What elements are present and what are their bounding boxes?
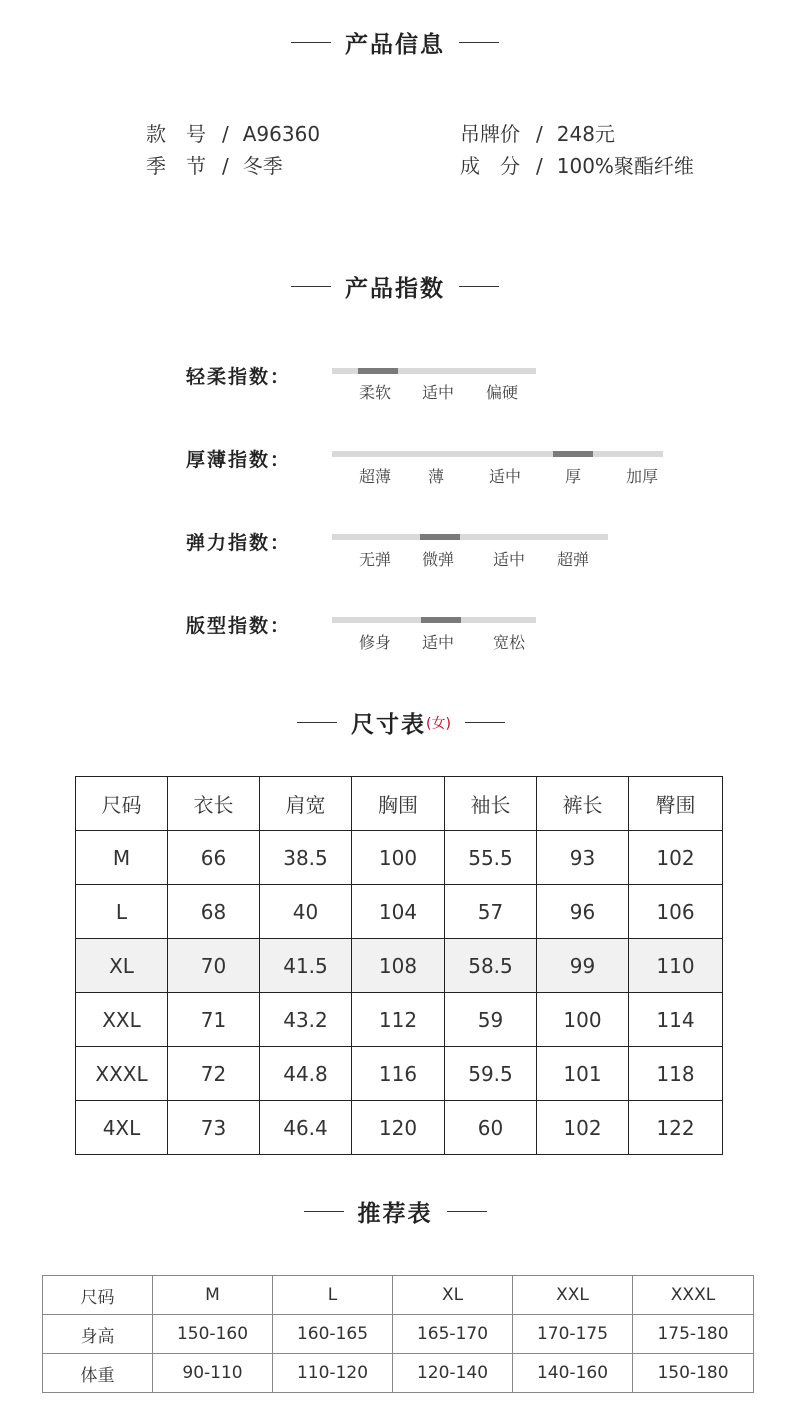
table-cell: 70: [168, 939, 260, 993]
table-header-cell: XXL: [513, 1276, 633, 1315]
table-cell: 140-160: [513, 1354, 633, 1393]
table-cell: 116: [352, 1047, 445, 1101]
title-line-right: [465, 722, 505, 723]
info-composition: [460, 150, 694, 179]
info-label: 吊牌价: [460, 122, 520, 146]
info-value: 100%聚酯纤维: [556, 154, 694, 178]
table-cell: 112: [352, 993, 445, 1047]
size-table: [75, 776, 723, 1155]
index-option: 超薄: [358, 467, 392, 486]
section-title-size-chart: [6, 706, 790, 739]
index-option: 薄: [427, 467, 445, 486]
index-bar-fit: [332, 617, 536, 623]
table-header-cell: 胸围: [352, 777, 445, 831]
index-bar-softness: [332, 368, 536, 374]
index-option: 加厚: [625, 467, 659, 486]
table-cell: 43.2: [260, 993, 352, 1047]
index-bar-thickness: [332, 451, 663, 457]
section-title-text: 推荐表: [357, 1201, 433, 1227]
index-option: 偏硬: [485, 383, 519, 402]
info-label: 款 号: [146, 122, 206, 146]
table-cell: 72: [168, 1047, 260, 1101]
table-row: [43, 1315, 754, 1354]
table-cell: 150-160: [153, 1315, 273, 1354]
info-separator: /: [222, 154, 229, 178]
table-header-cell: XL: [393, 1276, 513, 1315]
index-option: 无弹: [358, 550, 392, 569]
table-header-cell: 袖长: [445, 777, 537, 831]
table-cell: 102: [537, 1101, 629, 1155]
table-header-cell: 衣长: [168, 777, 260, 831]
table-cell: 体重: [43, 1354, 153, 1393]
table-cell: 100: [537, 993, 629, 1047]
table-cell: 90-110: [153, 1354, 273, 1393]
section-title-product-index: [0, 270, 790, 303]
index-bar-elasticity: [332, 534, 608, 540]
table-header-row: [43, 1276, 754, 1315]
table-cell: 100: [352, 831, 445, 885]
table-cell: 55.5: [445, 831, 537, 885]
info-separator: /: [536, 154, 543, 178]
section-title-text: 产品指数: [345, 276, 445, 302]
info-label: 季 节: [146, 154, 206, 178]
title-line-right: [459, 286, 499, 287]
table-row: [76, 831, 723, 885]
info-label: 成 分: [460, 154, 520, 178]
section-title-subtext: (女): [426, 715, 451, 732]
index-selected-marker: [420, 534, 460, 540]
table-cell: XL: [76, 939, 168, 993]
index-label-thickness: 厚薄指数：: [186, 449, 292, 471]
title-line-left: [304, 1211, 344, 1212]
table-cell: M: [76, 831, 168, 885]
table-header-cell: 尺码: [76, 777, 168, 831]
index-option: 厚: [564, 467, 582, 486]
table-cell: 身高: [43, 1315, 153, 1354]
table-cell: 96: [537, 885, 629, 939]
index-option: 微弹: [421, 550, 455, 569]
index-label-elasticity: 弹力指数：: [186, 532, 292, 554]
table-cell: 170-175: [513, 1315, 633, 1354]
index-option: 适中: [492, 550, 526, 569]
info-season: [146, 150, 283, 179]
index-option: 适中: [488, 467, 522, 486]
table-cell: 73: [168, 1101, 260, 1155]
table-cell: 118: [629, 1047, 723, 1101]
info-style-number: [146, 118, 320, 147]
table-cell: 102: [629, 831, 723, 885]
table-row: [76, 993, 723, 1047]
index-option: 柔软: [358, 383, 392, 402]
index-label-softness: 轻柔指数：: [186, 366, 292, 388]
table-cell: 175-180: [633, 1315, 754, 1354]
table-row: [76, 1101, 723, 1155]
section-title-text: 产品信息: [345, 32, 445, 58]
table-header-cell: L: [273, 1276, 393, 1315]
title-line-right: [459, 42, 499, 43]
table-cell: 68: [168, 885, 260, 939]
table-header-cell: 裤长: [537, 777, 629, 831]
table-cell: 120-140: [393, 1354, 513, 1393]
section-title-product-info: [0, 26, 790, 59]
table-cell: 110-120: [273, 1354, 393, 1393]
table-cell: XXXL: [76, 1047, 168, 1101]
table-cell: 44.8: [260, 1047, 352, 1101]
title-line-left: [297, 722, 337, 723]
table-row: [76, 885, 723, 939]
table-cell: 66: [168, 831, 260, 885]
table-header-cell: 尺码: [43, 1276, 153, 1315]
table-cell: 120: [352, 1101, 445, 1155]
table-cell: 160-165: [273, 1315, 393, 1354]
table-cell: 41.5: [260, 939, 352, 993]
table-cell: L: [76, 885, 168, 939]
index-selected-marker: [553, 451, 593, 457]
index-label-fit: 版型指数：: [186, 615, 292, 637]
index-option: 适中: [421, 383, 455, 402]
table-cell: 38.5: [260, 831, 352, 885]
info-value: A96360: [242, 122, 321, 146]
table-cell: 59: [445, 993, 537, 1047]
table-cell: 108: [352, 939, 445, 993]
table-cell: 60: [445, 1101, 537, 1155]
title-line-right: [447, 1211, 487, 1212]
index-selected-marker: [358, 368, 398, 374]
table-cell: 71: [168, 993, 260, 1047]
table-header-row: [76, 777, 723, 831]
table-cell: 58.5: [445, 939, 537, 993]
table-header-cell: 肩宽: [260, 777, 352, 831]
section-title-recommendation: [0, 1195, 790, 1228]
info-separator: /: [222, 122, 229, 146]
info-value: 248元: [556, 122, 615, 146]
index-selected-marker: [421, 617, 461, 623]
table-header-cell: XXXL: [633, 1276, 754, 1315]
info-separator: /: [536, 122, 543, 146]
table-cell: 101: [537, 1047, 629, 1101]
table-header-cell: M: [153, 1276, 273, 1315]
table-cell: 4XL: [76, 1101, 168, 1155]
table-cell: 122: [629, 1101, 723, 1155]
table-cell: 40: [260, 885, 352, 939]
table-cell: 99: [537, 939, 629, 993]
info-value: 冬季: [242, 154, 283, 178]
table-cell: 46.4: [260, 1101, 352, 1155]
table-row: [76, 939, 723, 993]
table-header-cell: 臀围: [629, 777, 723, 831]
table-row: [76, 1047, 723, 1101]
info-tag-price: [460, 118, 615, 147]
table-cell: 165-170: [393, 1315, 513, 1354]
table-row: [43, 1354, 754, 1393]
index-option: 宽松: [492, 633, 526, 652]
section-title-text: 尺寸表: [351, 712, 427, 738]
title-line-left: [291, 286, 331, 287]
index-option: 适中: [421, 633, 455, 652]
table-cell: 104: [352, 885, 445, 939]
title-line-left: [291, 42, 331, 43]
table-cell: 106: [629, 885, 723, 939]
table-cell: 59.5: [445, 1047, 537, 1101]
table-cell: XXL: [76, 993, 168, 1047]
table-cell: 93: [537, 831, 629, 885]
table-cell: 110: [629, 939, 723, 993]
index-option: 超弹: [556, 550, 590, 569]
recommendation-table: [42, 1275, 754, 1393]
table-cell: 57: [445, 885, 537, 939]
index-option: 修身: [358, 633, 392, 652]
table-cell: 114: [629, 993, 723, 1047]
table-cell: 150-180: [633, 1354, 754, 1393]
